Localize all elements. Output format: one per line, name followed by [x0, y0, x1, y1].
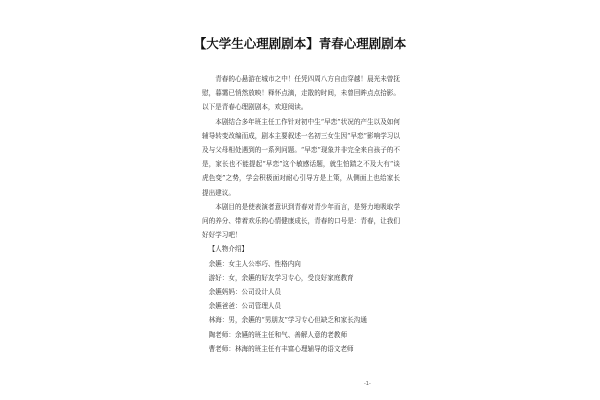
body-paragraph: 青春的心悬游在城市之中！任凭四周八方自由穿越！晨光未曾抚慰，暮霭已悄然放映！释怀点滴，走散的时间，未曾回眸点点拾影。以下是青春心理剧剧本，欢迎阅读。 [202, 75, 400, 112]
body-paragraph: 本剧结合多年班主任工作针对初中生“早恋”状况的产生以及如何辅导转变改编而成，剧本主要叙述一名初三女生因“早恋”影响学习以及与父母相处遇到的一系列问题。“早恋”现象并非完全来自孩子的不是，家长也不能提起“早恋”这个敏感话题，就生怕踏之不及大有“谈虎色变”之势，学会积极面对耐心引导方是上策，从侧面上也给家长提出建议。 [202, 117, 400, 197]
document-body [202, 72, 400, 356]
body-paragraph: 本剧目的是使表演者意识到青春对青少年而言，是努力地吸取学问的养分、带着欢乐的心情健康成长，青春的口号是：青春，让我们好好学习吧！ [202, 202, 400, 240]
section-heading: 【人物介绍】 [208, 245, 249, 254]
character-item: 余嬿妈妈：公司设计人员 [208, 288, 282, 297]
character-item: 余嬿爸爸：公司管理人员 [208, 302, 282, 311]
character-item: 余嬿：女主人公率巧、性格内向 [208, 259, 301, 268]
character-item: 曹老师：林海的班主任有丰富心理辅导的语文老师 [208, 344, 354, 353]
page-number: -1- [364, 381, 371, 387]
character-item: 陶老师：余嬿的班主任和气、善解人意的老教师 [208, 330, 348, 339]
document-title: 【大学生心理剧剧本】青春心理剧剧本 [193, 36, 407, 51]
character-item: 游好：女，余嬿的好友学习专心，受良好家庭教育 [208, 273, 354, 282]
character-item: 林海：男，余嬿的“男朋友”学习专心但缺乏和家长沟通 [208, 316, 367, 325]
